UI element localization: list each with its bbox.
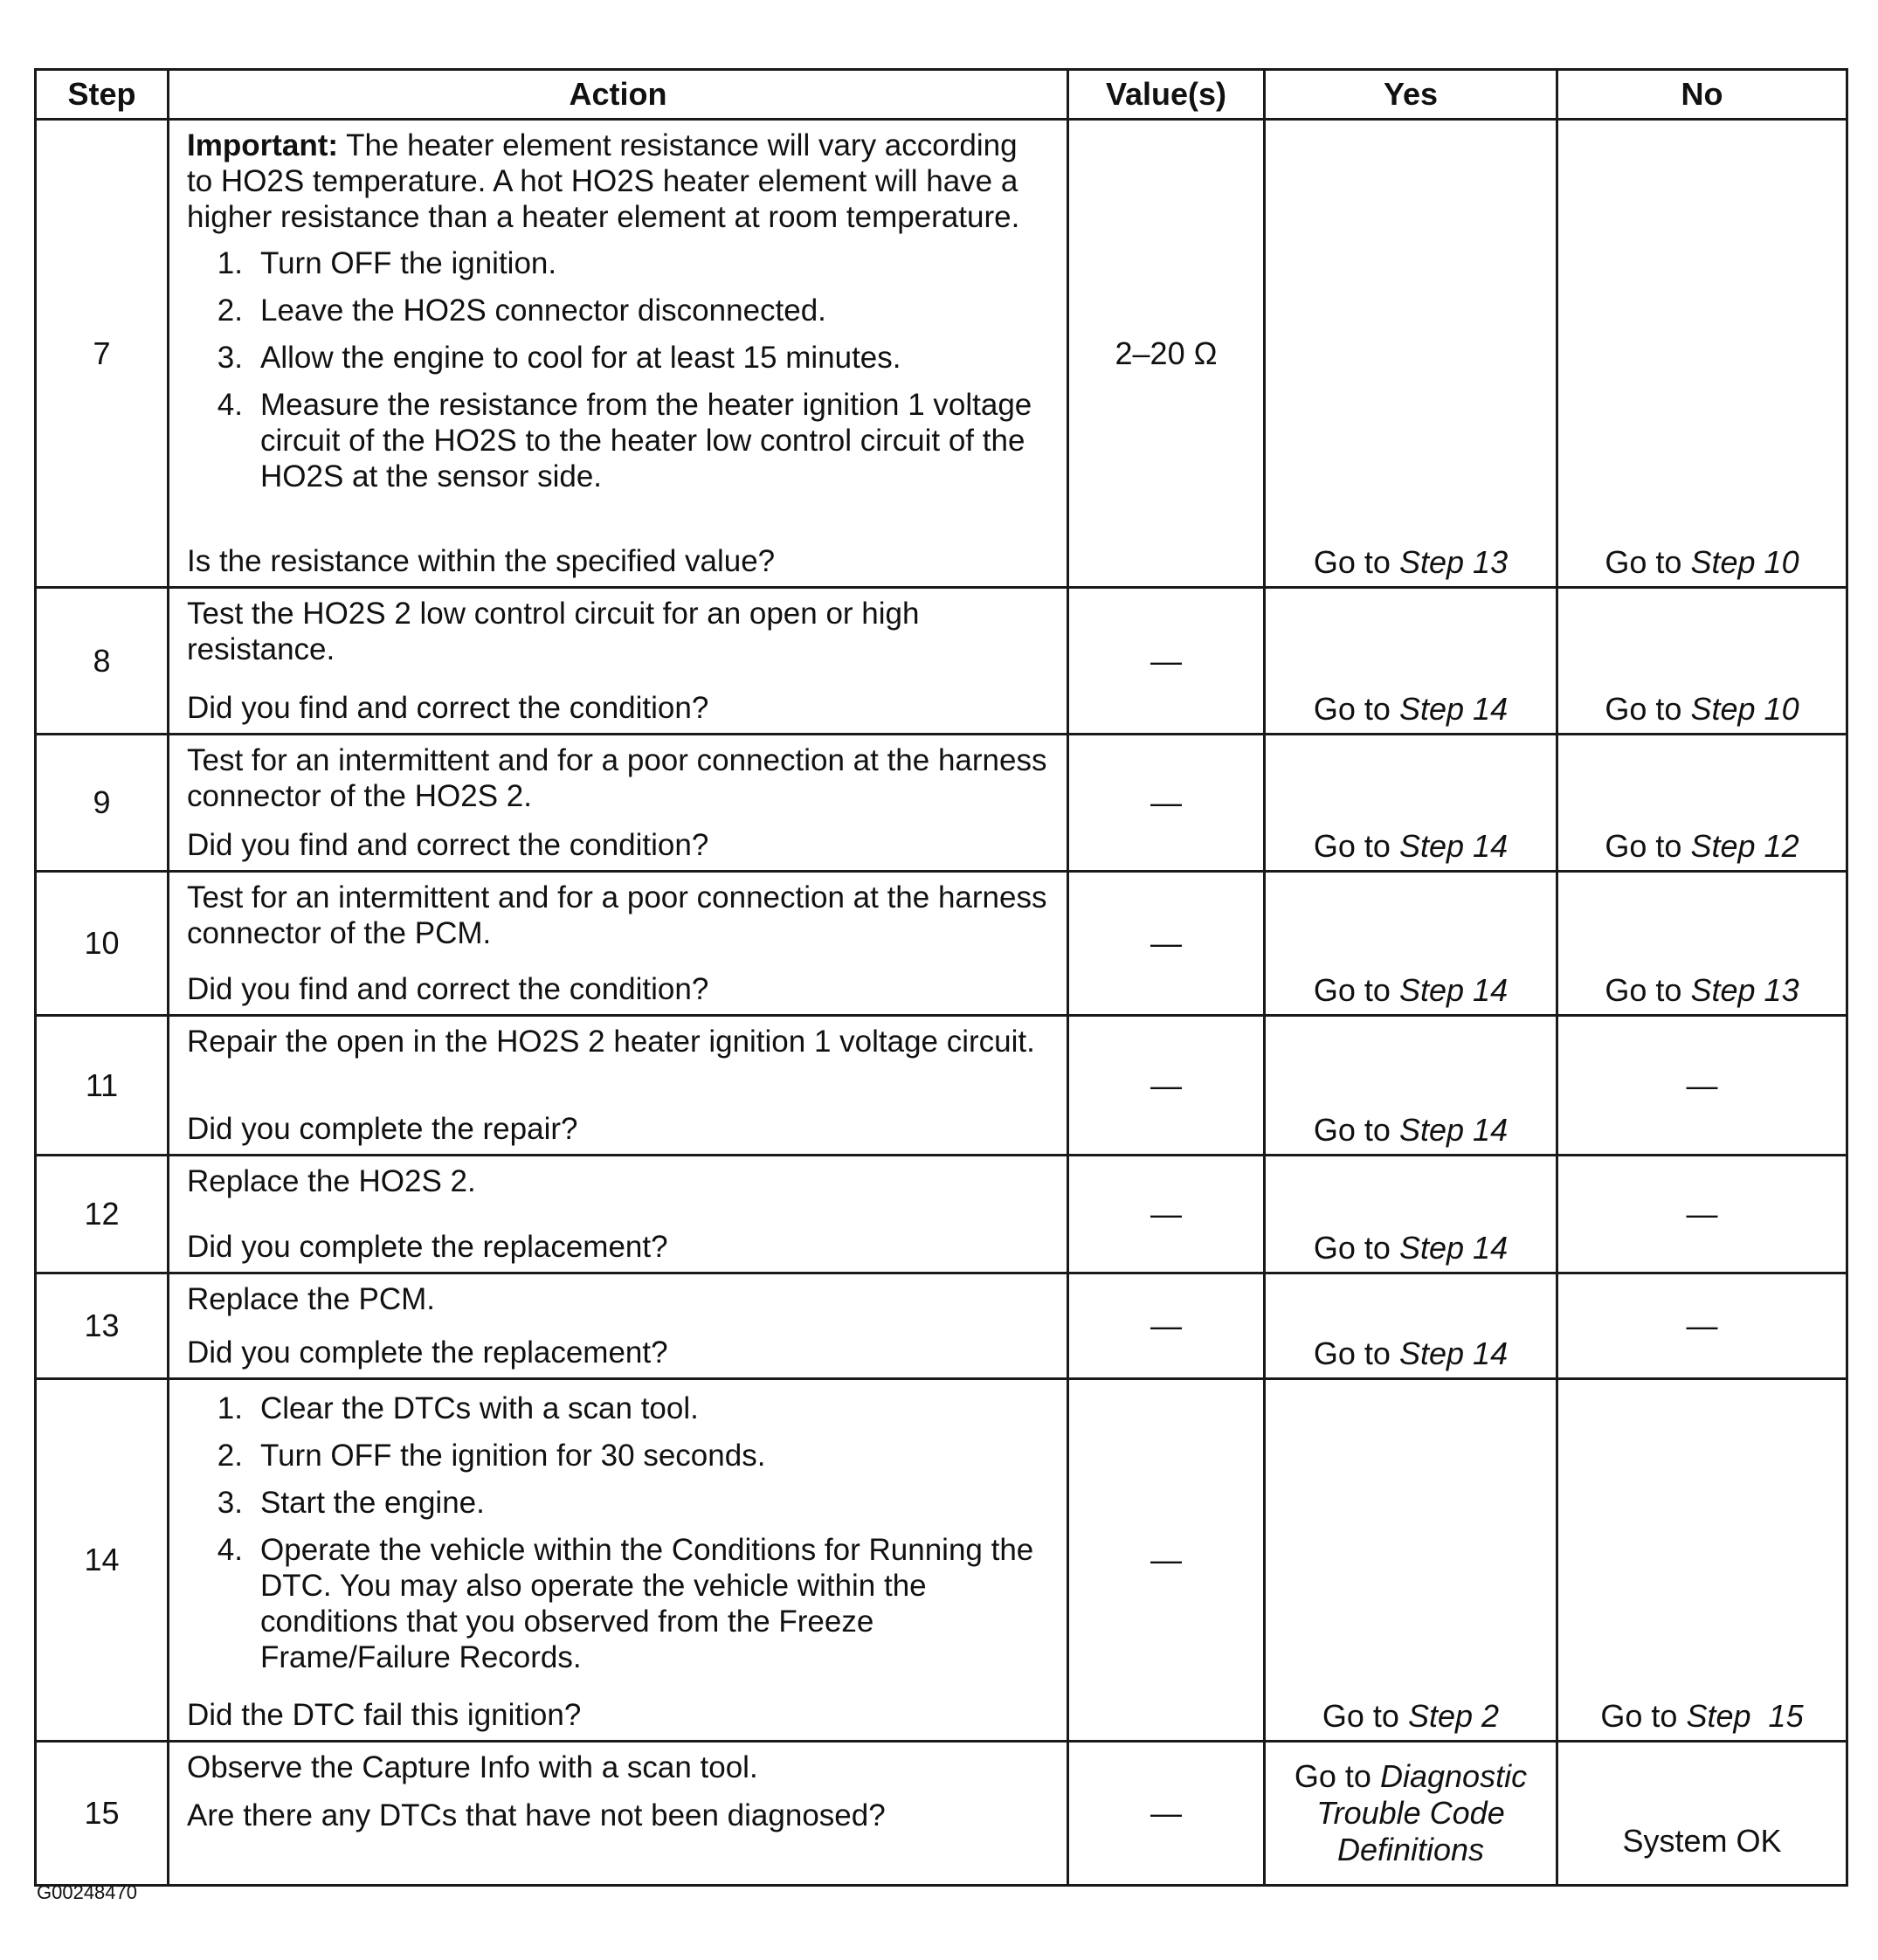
step-number: 8 — [36, 588, 169, 735]
goto-prefix: Go to — [1313, 691, 1391, 727]
goto-prefix: Go to — [1605, 544, 1682, 580]
goto-prefix: Go to — [1313, 972, 1391, 1008]
action-text: Observe the Capture Info with a scan tool. — [187, 1750, 758, 1784]
goto-prefix: Go to — [1313, 1112, 1391, 1148]
yes-cell — [1265, 872, 1557, 1016]
header-row — [36, 70, 1847, 120]
figure-code: G00248470 — [37, 1881, 137, 1903]
important-label: Important: — [187, 128, 339, 162]
table-row — [36, 120, 1847, 588]
goto-target: Step 14 — [1398, 1230, 1509, 1266]
goto-target: Step 2 — [1407, 1698, 1500, 1734]
question-text: Is the resistance within the specified value? — [187, 544, 776, 578]
value-cell: 2–20 Ω — [1068, 120, 1265, 588]
action-cell — [169, 1273, 1068, 1379]
item-text: Operate the vehicle within the Conditions for Running the DTC. You may also operate the vehicle within the conditions that you observed from the Freeze Frame/Failure Records. — [260, 1533, 1034, 1674]
value-cell: — — [1068, 1016, 1265, 1156]
table-row — [36, 1379, 1847, 1742]
step-number: 7 — [36, 120, 169, 588]
important-text: The heater element resistance will vary according to HO2S temperature. A hot HO2S heater element will have a higher resistance than a heater element at room temperature. — [187, 128, 1020, 234]
item-number: 3. — [217, 1486, 243, 1520]
value-cell: — — [1068, 1742, 1265, 1886]
no-cell — [1557, 872, 1847, 1016]
list-item — [187, 293, 1051, 328]
procedure-list — [187, 1391, 1051, 1687]
action-text: Test the HO2S 2 low control circuit for an open or high resistance. — [187, 597, 920, 666]
value-cell: — — [1068, 1273, 1265, 1379]
goto-target: Step 12 — [1690, 828, 1799, 864]
header-yes: Yes — [1265, 70, 1557, 120]
yes-cell — [1265, 120, 1557, 588]
no-cell — [1557, 588, 1847, 735]
value-cell: — — [1068, 735, 1265, 872]
goto-target: Step 14 — [1398, 828, 1509, 864]
no-cell: — — [1557, 1273, 1847, 1379]
question-text: Are there any DTCs that have not been diagnosed? — [187, 1798, 886, 1832]
goto-target: Step 13 — [1398, 544, 1509, 580]
diagnostic-table — [34, 68, 1848, 1887]
yes-cell — [1265, 1156, 1557, 1273]
question-text: Did you find and correct the condition? — [187, 691, 709, 725]
goto-target: Step 13 — [1690, 972, 1799, 1008]
goto-target: Step 14 — [1398, 972, 1509, 1008]
action-cell — [169, 872, 1068, 1016]
yes-cell — [1265, 1379, 1557, 1742]
header-no: No — [1557, 70, 1847, 120]
no-cell — [1557, 1742, 1847, 1886]
list-item — [187, 1532, 1051, 1675]
question-text: Did you find and correct the condition? — [187, 828, 709, 862]
item-text: Leave the HO2S connector disconnected. — [260, 293, 826, 328]
yes-cell — [1265, 735, 1557, 872]
action-text: Test for an intermittent and for a poor connection at the harness connector of the PCM. — [187, 880, 1047, 950]
table-row — [36, 1742, 1847, 1886]
goto-prefix: Go to — [1605, 691, 1682, 727]
goto-prefix: Go to — [1313, 544, 1391, 580]
action-text: Replace the PCM. — [187, 1282, 436, 1316]
header-step: Step — [36, 70, 169, 120]
value-cell: — — [1068, 1379, 1265, 1742]
yes-cell — [1265, 588, 1557, 735]
table-row — [36, 1016, 1847, 1156]
item-text: Start the engine. — [260, 1486, 485, 1520]
value-cell: — — [1068, 872, 1265, 1016]
question-text: Did you complete the replacement? — [187, 1230, 668, 1264]
item-number: 1. — [217, 246, 243, 280]
goto-target: Step 14 — [1398, 691, 1509, 727]
header-action: Action — [169, 70, 1068, 120]
action-cell — [169, 735, 1068, 872]
goto-prefix: Go to — [1322, 1698, 1399, 1734]
table-row — [36, 1156, 1847, 1273]
goto-prefix: Go to — [1605, 828, 1682, 864]
no-cell — [1557, 1379, 1847, 1742]
procedure-list — [187, 245, 1051, 494]
list-item — [187, 245, 1051, 281]
action-cell — [169, 1742, 1068, 1886]
item-number: 2. — [217, 293, 243, 328]
goto-target: Step 10 — [1690, 691, 1799, 727]
goto-target: Step 15 — [1686, 1698, 1804, 1734]
system-ok-text: System OK — [1622, 1823, 1782, 1859]
no-cell: — — [1557, 1016, 1847, 1156]
goto-prefix: Go to — [1313, 828, 1391, 864]
goto-target: Diagnostic Trouble Code Definitions — [1316, 1758, 1528, 1867]
goto-prefix: Go to — [1313, 1335, 1391, 1371]
item-number: 3. — [217, 341, 243, 375]
item-text: Allow the engine to cool for at least 15 minutes. — [260, 341, 901, 375]
goto-prefix: Go to — [1294, 1758, 1371, 1794]
action-cell — [169, 588, 1068, 735]
action-cell — [169, 120, 1068, 588]
action-cell — [169, 1156, 1068, 1273]
no-cell: — — [1557, 1156, 1847, 1273]
step-number: 15 — [36, 1742, 169, 1886]
no-cell — [1557, 735, 1847, 872]
yes-cell — [1265, 1273, 1557, 1379]
step-number: 9 — [36, 735, 169, 872]
yes-cell — [1265, 1742, 1557, 1886]
question-text: Did the DTC fail this ignition? — [187, 1698, 582, 1732]
list-item — [187, 1438, 1051, 1473]
goto-target: Step 14 — [1398, 1335, 1509, 1371]
list-item — [187, 387, 1051, 494]
action-text: Repair the open in the HO2S 2 heater ignition 1 voltage circuit. — [187, 1025, 1035, 1059]
question-text: Did you find and correct the condition? — [187, 972, 709, 1006]
goto-target: Step 14 — [1398, 1112, 1509, 1148]
step-number: 14 — [36, 1379, 169, 1742]
table-row — [36, 872, 1847, 1016]
step-number: 10 — [36, 872, 169, 1016]
item-number: 4. — [217, 1533, 243, 1567]
table-row — [36, 588, 1847, 735]
list-item — [187, 1391, 1051, 1426]
value-cell: — — [1068, 1156, 1265, 1273]
step-number: 12 — [36, 1156, 169, 1273]
step-number: 13 — [36, 1273, 169, 1379]
no-cell — [1557, 120, 1847, 588]
yes-cell — [1265, 1016, 1557, 1156]
value-cell: — — [1068, 588, 1265, 735]
item-text: Turn OFF the ignition for 30 seconds. — [260, 1439, 766, 1473]
action-text: Replace the HO2S 2. — [187, 1164, 476, 1198]
step-number: 11 — [36, 1016, 169, 1156]
question-text: Did you complete the replacement? — [187, 1335, 668, 1370]
action-cell — [169, 1379, 1068, 1742]
item-text: Clear the DTCs with a scan tool. — [260, 1391, 699, 1425]
important-note — [187, 128, 1051, 235]
table-row — [36, 1273, 1847, 1379]
question-text: Did you complete the repair? — [187, 1112, 578, 1146]
item-text: Turn OFF the ignition. — [260, 246, 557, 280]
item-number: 4. — [217, 388, 243, 422]
goto-prefix: Go to — [1313, 1230, 1391, 1266]
goto-prefix: Go to — [1605, 972, 1682, 1008]
goto-prefix: Go to — [1600, 1698, 1678, 1734]
item-number: 1. — [217, 1391, 243, 1425]
header-values: Value(s) — [1068, 70, 1265, 120]
table-row — [36, 735, 1847, 872]
item-text: Measure the resistance from the heater ignition 1 voltage circuit of the HO2S to the heater low control circuit of the HO2S at the sensor side. — [260, 388, 1032, 493]
goto-target: Step 10 — [1690, 544, 1799, 580]
list-item — [187, 1485, 1051, 1521]
action-cell — [169, 1016, 1068, 1156]
list-item — [187, 340, 1051, 376]
item-number: 2. — [217, 1439, 243, 1473]
action-text: Test for an intermittent and for a poor connection at the harness connector of the HO2S 2. — [187, 743, 1047, 813]
